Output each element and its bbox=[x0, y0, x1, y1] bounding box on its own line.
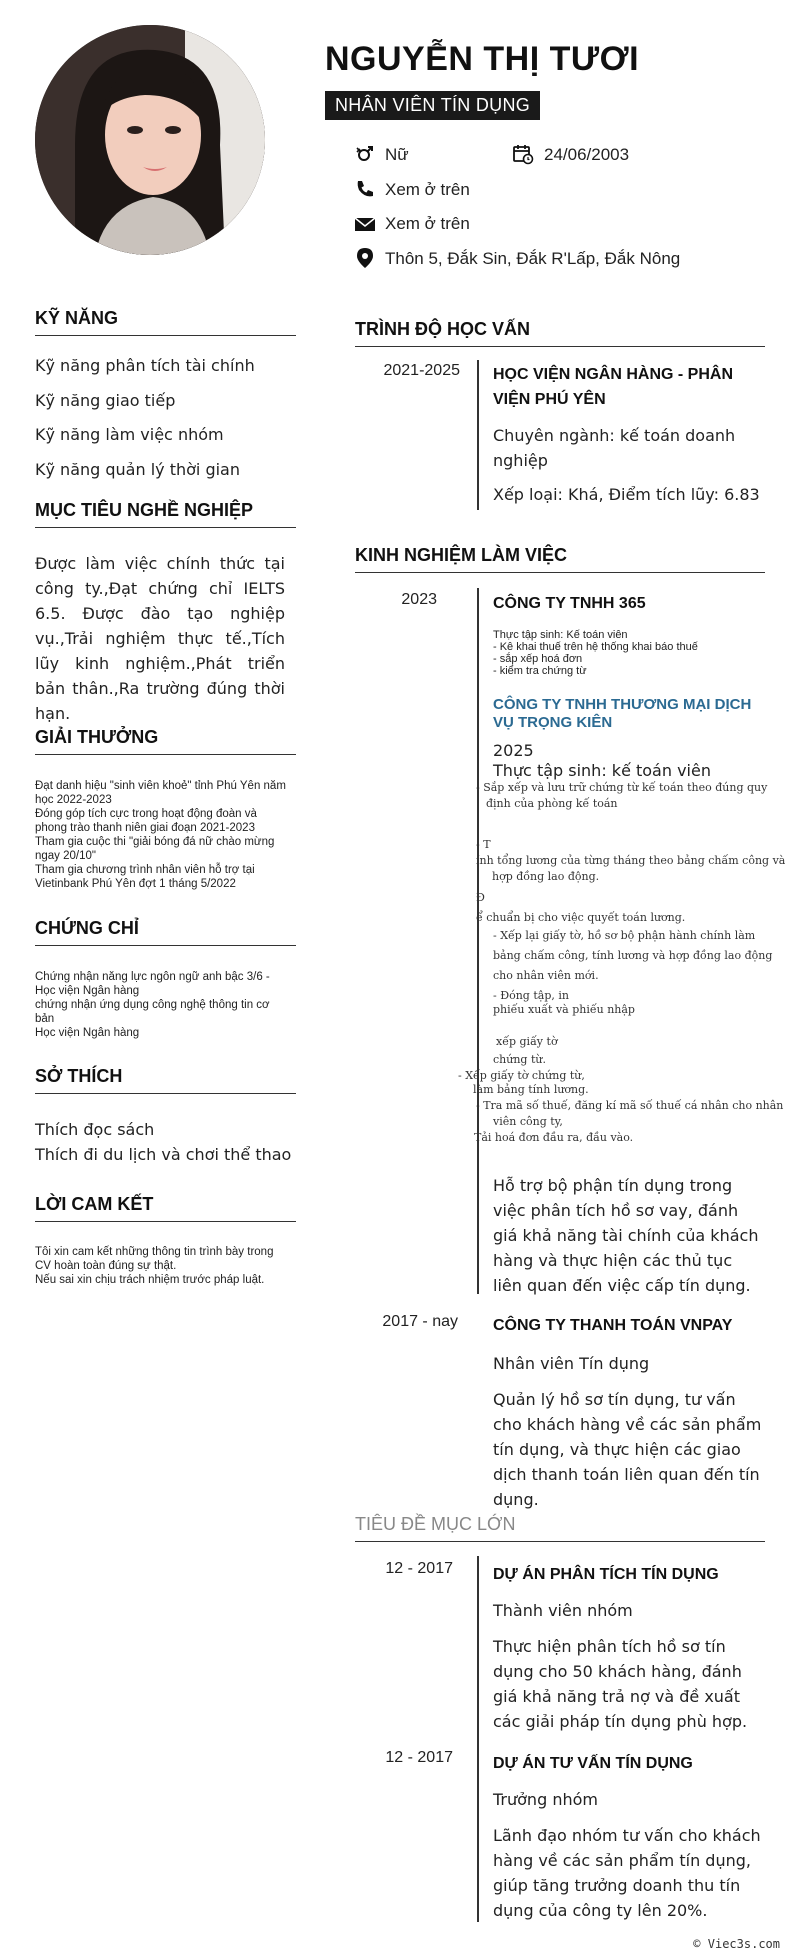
job1-description: Hỗ trợ bộ phận tín dụng trong việc phân tích hồ sơ vay, đánh giá khả năng tài chính của khách hàng và thực hiện các thủ tục liên quan đến việc cấp tín dụng. bbox=[493, 1176, 759, 1295]
gender-icon bbox=[354, 143, 376, 169]
list-item: Kỹ năng phân tích tài chính bbox=[35, 356, 255, 375]
objective-heading: MỤC TIÊU NGHỀ NGHIỆP bbox=[35, 500, 296, 528]
list-item: Đóng góp tích cực trong hoạt động đoàn và phong trào thanh niên giai đoạn 2021-2023 bbox=[35, 808, 257, 834]
commitment-text: Tôi xin cam kết những thông tin trình bày trong CV hoàn toàn đúng sự thật. Nếu sai xin chịu trách nhiệm trước pháp luật. bbox=[35, 1246, 274, 1286]
skills-list bbox=[35, 349, 255, 487]
list-item: chứng nhận ứng dụng công nghệ thông tin cơ bản bbox=[35, 999, 270, 1025]
job1-note: viên công ty, bbox=[493, 1115, 563, 1128]
certificates-list bbox=[35, 970, 287, 1040]
education-major: Chuyên ngành: kế toán doanh nghiệp bbox=[493, 426, 736, 470]
footer-credit: © Viec3s.com bbox=[693, 1937, 780, 1951]
project2-role: Trưởng nhóm bbox=[493, 1790, 598, 1809]
address-value: Thôn 5, Đắk Sin, Đắk R'Lấp, Đắk Nông bbox=[385, 249, 681, 268]
list-item: Kỹ năng giao tiếp bbox=[35, 390, 176, 410]
job1-note: ể chuẩn bị cho việc quyết toán lương. bbox=[476, 911, 686, 924]
education-school: HỌC VIỆN NGÂN HÀNG - PHÂN VIỆN PHÚ YÊN bbox=[493, 366, 734, 408]
job1-note: bảng chấm công, tính lương và hợp đồng lao động bbox=[493, 949, 773, 962]
job1-note: định của phòng kế toán bbox=[486, 797, 618, 810]
list-item: Thích đọc sách bbox=[35, 1120, 155, 1139]
job2-position: Nhân viên Tín dụng bbox=[493, 1354, 650, 1373]
job2-date: 2017 - nay bbox=[382, 1313, 458, 1330]
commitment-heading: LỜI CAM KẾT bbox=[35, 1194, 296, 1222]
certificates-heading: CHỨNG CHỈ bbox=[35, 918, 296, 946]
job1-note: làm bảng tính lương. bbox=[473, 1083, 589, 1096]
project1-role: Thành viên nhóm bbox=[493, 1601, 633, 1620]
education-timeline-line bbox=[477, 360, 479, 510]
job1-note: cho nhân viên mới. bbox=[493, 969, 599, 982]
email-value: Xem ở trên bbox=[385, 214, 470, 233]
job1-note: - Xếp lại giấy tờ, hồ sơ bộ phận hành chính làm bbox=[493, 929, 756, 942]
list-item: Kỹ năng làm việc nhóm bbox=[35, 425, 224, 444]
calendar-icon bbox=[512, 143, 534, 169]
phone-value: Xem ở trên bbox=[385, 180, 470, 199]
projects-heading: TIÊU ĐỀ MỤC LỚN bbox=[355, 1514, 765, 1542]
project2-name: DỰ ÁN TƯ VẤN TÍN DỤNG bbox=[493, 1755, 693, 1772]
email-icon bbox=[354, 213, 376, 239]
job1-company2: CÔNG TY TNHH THƯƠNG MẠI DỊCH VỤ TRỌNG KIÊN bbox=[493, 696, 752, 731]
job1-note: - Đóng tập, in bbox=[493, 989, 569, 1002]
education-date: 2021-2025 bbox=[383, 362, 460, 379]
hobbies-heading: SỞ THÍCH bbox=[35, 1066, 296, 1094]
list-item: Đạt danh hiệu "sinh viên khoẻ" tỉnh Phú Yên năm học 2022-2023 bbox=[35, 780, 286, 806]
awards-list bbox=[35, 779, 287, 891]
job1-year2: 2025 bbox=[493, 741, 534, 760]
project1-date: 12 - 2017 bbox=[385, 1560, 453, 1577]
projects-timeline-line bbox=[477, 1556, 479, 1922]
candidate-name: NGUYỄN THỊ TƯƠI bbox=[325, 40, 640, 78]
job1-duties: Thực tập sinh: Kế toán viên - Kê khai thuế trên hệ thống khai báo thuế - sắp xếp hoá đơn - kiểm tra chứng từ bbox=[493, 629, 698, 677]
job1-note: xếp giấy tờ bbox=[496, 1035, 558, 1048]
education-grade: Xếp loại: Khá, Điểm tích lũy: 6.83 bbox=[493, 485, 760, 504]
objective-text: Được làm việc chính thức tại công ty.,Đạt chứng chỉ IELTS 6.5. Được đào tạo nghiệp vụ.,Trải nghiệm thực tế.,Tích lũy kinh nghiệm.,Phát triển bản thân.,Ra trường đúng thời hạn. bbox=[35, 554, 285, 723]
job1-note: - Xếp giấy tờ chứng từ, bbox=[458, 1069, 585, 1082]
list-item: Kỹ năng quản lý thời gian bbox=[35, 459, 240, 479]
phone-icon bbox=[354, 178, 376, 204]
job1-note: Đ bbox=[476, 891, 485, 904]
skills-heading: KỸ NĂNG bbox=[35, 308, 296, 336]
job1-note: chứng từ. bbox=[493, 1053, 546, 1066]
job2-description: Quản lý hồ sơ tín dụng, tư vấn cho khách hàng về các sản phẩm tín dụng, và thực hiện các giao dịch thanh toán liên quan đến tín dụng. bbox=[493, 1390, 762, 1509]
job1-company: CÔNG TY TNHH 365 bbox=[493, 595, 646, 612]
awards-heading: GIẢI THƯỞNG bbox=[35, 727, 296, 755]
job1-note: phiếu xuất và phiếu nhập bbox=[493, 1003, 635, 1016]
gender-value: Nữ bbox=[385, 145, 409, 164]
job2-company: CÔNG TY THANH TOÁN VNPAY bbox=[493, 1317, 733, 1334]
location-icon bbox=[354, 247, 376, 273]
project2-description: Lãnh đạo nhóm tư vấn cho khách hàng về các sản phẩm tín dụng, giúp tăng trưởng doanh thu tín dụng của công ty lên 20%. bbox=[493, 1826, 761, 1920]
project1-name: DỰ ÁN PHÂN TÍCH TÍN DỤNG bbox=[493, 1566, 719, 1583]
job1-note: hợp đồng lao động. bbox=[492, 870, 600, 883]
list-item: Tham gia cuộc thi "giải bóng đá nữ chào mừng ngay 20/10" bbox=[35, 836, 275, 862]
job1-note: - Sắp xếp và lưu trữ chứng từ kế toán theo đúng quy bbox=[476, 781, 768, 794]
birthday-value: 24/06/2003 bbox=[544, 145, 630, 164]
experience-timeline-line bbox=[477, 588, 479, 1294]
profile-photo bbox=[35, 25, 265, 255]
education-heading: TRÌNH ĐỘ HỌC VẤN bbox=[355, 319, 765, 347]
hobbies-list bbox=[35, 1117, 291, 1167]
experience-heading: KINH NGHIỆM LÀM VIỆC bbox=[355, 545, 765, 573]
job-title-badge: NHÂN VIÊN TÍN DỤNG bbox=[325, 91, 540, 120]
list-item: Thích đi du lịch và chơi thể thao bbox=[35, 1145, 292, 1164]
project2-date: 12 - 2017 bbox=[385, 1749, 453, 1766]
job1-role2: Thực tập sinh: kế toán viên bbox=[493, 761, 711, 780]
job1-date: 2023 bbox=[401, 591, 437, 608]
list-item: Chứng nhận năng lực ngôn ngữ anh bậc 3/6 - Học viện Ngân hàng bbox=[35, 971, 270, 997]
project1-description: Thực hiện phân tích hồ sơ tín dụng cho 50 khách hàng, đánh giá khả năng trả nợ và đề xuất các giải pháp tín dụng phù hợp. bbox=[493, 1637, 748, 1731]
list-item: Tham gia chương trình nhân viên hỗ trợ tại Vietinbank Phú Yên đợt 1 tháng 5/2022 bbox=[35, 864, 255, 890]
job1-note: - Tra mã số thuế, đăng kí mã số thuế cá nhân cho nhân bbox=[476, 1099, 784, 1112]
list-item: Học viện Ngân hàng bbox=[35, 1027, 140, 1039]
job1-note: - T bbox=[476, 838, 491, 851]
job1-note: ính tổng lương của từng tháng theo bảng chấm công và bbox=[476, 854, 786, 867]
job1-note: Tải hoá đơn đầu ra, đầu vào. bbox=[474, 1131, 634, 1144]
